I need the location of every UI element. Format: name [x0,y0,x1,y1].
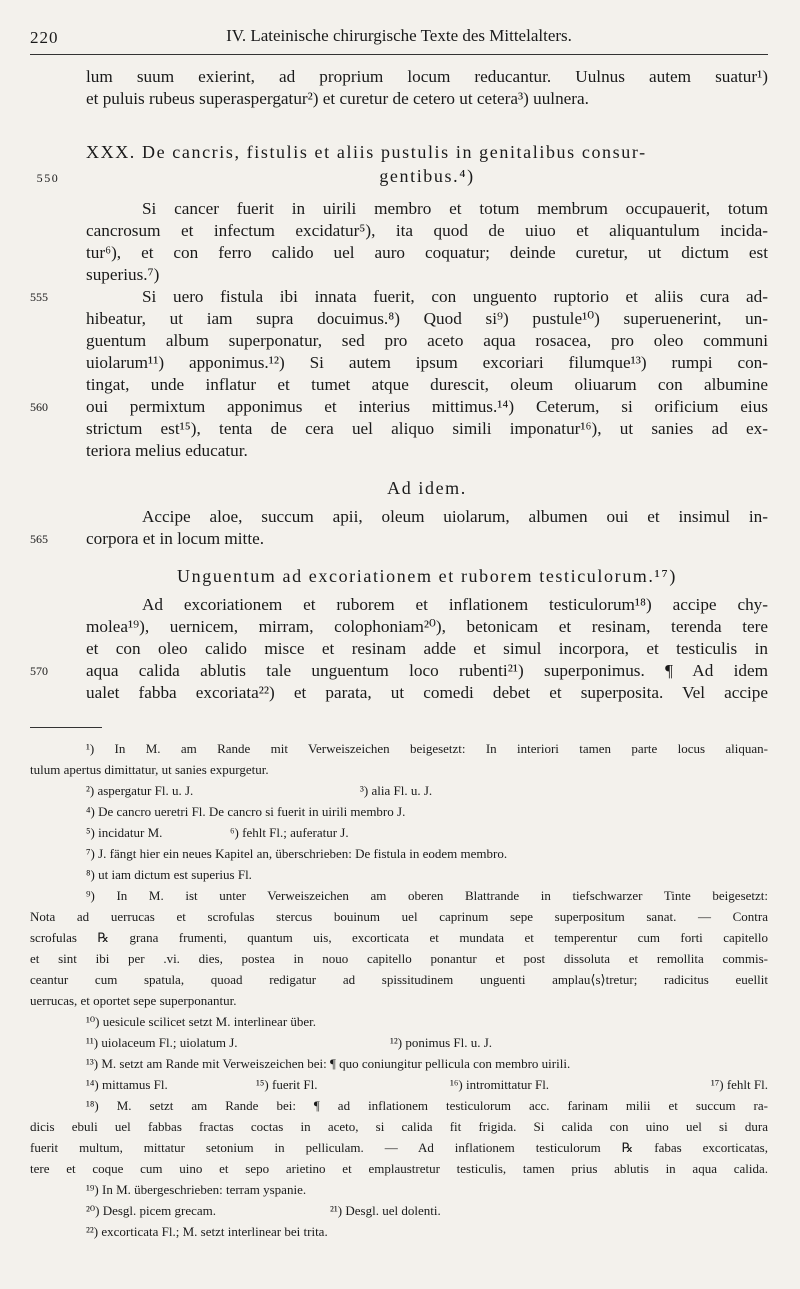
text-line [30,418,768,440]
footnote-9-cont [30,969,768,990]
footnote-1 [30,738,768,759]
section-heading-ad-idem [30,476,768,500]
text-line [30,330,768,352]
line-text: oui permixtum apponimus et interius mittimus.¹⁴) Ceterum, si orificium eius [86,397,768,416]
heading-text: Unguentum ad excoriationem et ruborem testiculorum.¹⁷) [177,566,677,586]
line-text: ualet fabba excoriata²²) et parata, ut comedi debet et superposita. Vel accipe [86,683,768,702]
line-text: teriora melius educatur. [86,441,248,460]
text-line [30,594,768,616]
footnote-text: ⁴) De cancro ueretri Fl. De cancro si fuerit in uirili membro J. [86,804,406,819]
line-text: molea¹⁹), uernicem, mirram, colophoniam²⁰), betonicam et resinam, terenda tere [86,617,768,636]
footnote-text: ¹) In M. am Rande mit Verweiszeichen beigesetzt: In interiori tamen parte locus aliquan- [86,741,768,756]
footnote-14: ¹⁴) mittamus Fl. [86,1077,168,1092]
footnote-rule [30,727,102,728]
text-line [30,242,768,264]
footnote-11-12 [30,1032,768,1053]
footnote-text: et sint ibi per .vi. dies, postea in nouo capitello ponantur et post dissoluta et remollita commis- [30,951,768,966]
heading-text: gentibus.⁴) [379,166,475,186]
text-line [30,220,768,242]
footnote-18-cont [30,1116,768,1137]
footnote-text: ²²) excorticata Fl.; M. setzt interlinear bei trita. [86,1224,328,1239]
footnote-text: Nota ad uerrucas et scrofulas stercus bouinum uel caprinum sepe superpositum sanat. — Contra [30,909,768,924]
footnote-5-6 [30,822,768,843]
line-text: aqua calida ablutis tale unguentum loco rubenti²¹) superponimus. ¶ Ad idem [86,661,768,680]
line-text: lum suum exierint, ad proprium locum reducantur. Uulnus autem suatur¹) [86,67,768,86]
footnote-text: ¹⁸) M. setzt am Rande bei: ¶ ad inflationem testiculorum acc. farinam milii et succum ra- [86,1098,768,1113]
text-line [30,374,768,396]
line-text: uiolarum¹¹) apponimus.¹²) Si autem ipsum excoriari filumque¹³) rumpi con- [86,353,768,372]
footnote-9-cont [30,927,768,948]
line-text: tingat, unde inflatur et tumet atque durescit, oleum oliuarum con albumine [86,375,768,394]
main-text [30,66,768,704]
footnote-text: scrofulas ℞ grana frumenti, quantum uis, excorticata et mundata et temperentur cum forti capitello [30,930,768,945]
footnotes [30,738,768,1242]
footnote-9-cont [30,906,768,927]
footnote-text: tulum apertus dimittatur, ut sanies expurgetur. [30,762,269,777]
footnote-7 [30,843,768,864]
line-text: Si uero fistula ibi innata fuerit, con unguento ruptorio et aliis cura ad- [142,287,768,306]
footnote-20-21 [30,1200,768,1221]
running-header [30,24,768,55]
footnote-text: fuerit multum, mittatur setonium in pelliculam. — Ad inflationem testiculorum ℞ fabas excorticatas, [30,1140,768,1155]
footnote-text: ⁹) In M. ist unter Verweiszeichen am oberen Blattrande in tiefschwarzer Tinte beigesetzt: [86,888,768,903]
text-line [30,528,768,550]
line-number: 570 [30,664,48,678]
heading-text: Ad idem. [387,478,467,498]
line-text: hibeatur, ut iam supra docuimus.⁸) Quod si⁹) pustule¹⁰) superuenerint, un- [86,309,768,328]
footnote-6: ⁶) fehlt Fl.; auferatur J. [230,825,349,840]
text-line [30,638,768,660]
line-text: Si cancer fuerit in uirili membro et totum membrum occupauerit, totum [142,199,768,218]
footnote-22 [30,1221,768,1242]
line-number: 560 [30,400,48,414]
section-heading-unguentum [30,564,768,588]
heading-text: XXX. De cancris, fistulis et aliis pustulis in genitalibus consur- [86,142,647,162]
footnote-19 [30,1179,768,1200]
footnote-text: tere et coque cum uino et sepo arietino et emplaustretur testiculis, tamen prius ablutis in aqua calida. [30,1161,768,1176]
line-text: cancrosum et infectum excidatur⁵), ita quod de uiuo et aliquantulum incida- [86,221,768,240]
footnote-text: ¹³) M. setzt am Rande mit Verweiszeichen bei: ¶ quo coniungitur pellicula con membro uirili. [86,1056,571,1071]
footnote-12: ¹²) ponimus Fl. u. J. [390,1035,493,1050]
footnote-5: ⁵) incidatur M. [86,825,163,840]
footnote-3: ³) alia Fl. u. J. [360,783,433,798]
footnote-9-cont [30,990,768,1011]
footnote-10 [30,1011,768,1032]
text-line [30,264,768,286]
footnote-11: ¹¹) uiolaceum Fl.; uiolatum J. [86,1035,238,1050]
line-number: 550 [36,171,60,185]
footnote-18-cont [30,1158,768,1179]
footnote-18-cont [30,1137,768,1158]
footnote-15: ¹⁵) fuerit Fl. [256,1077,318,1092]
line-number: 565 [30,532,48,546]
line-text: strictum est¹⁵), tenta de cera uel aliquo simili imponatur¹⁶), ut sanies ad ex- [86,419,768,438]
footnote-text: ceantur cum spatula, quoad redigatur ad spissitudinem unguenti amplau⟨s⟩tretur; radicitus euellit [30,972,768,987]
footnote-text: ⁸) ut iam dictum est superius Fl. [86,867,252,882]
footnote-16: ¹⁶) intromittatur Fl. [450,1077,550,1092]
footnote-2: ²) aspergatur Fl. u. J. [86,783,194,798]
footnote-text: ⁷) J. fängt hier ein neues Kapitel an, überschrieben: De fistula in eodem membro. [86,846,508,861]
line-text: superius.⁷) [86,265,160,284]
footnote-17: ¹⁷) fehlt Fl. [710,1077,768,1092]
footnote-1-cont [30,759,768,780]
text-line [30,88,768,110]
line-text: et con oleo calido misce et resinam adde et simul incorpora, et testiculis in [86,639,768,658]
text-line [30,440,768,462]
footnote-13 [30,1053,768,1074]
line-text: et puluis rubeus superaspergatur²) et curetur de cetero ut cetera³) uulnera. [86,89,589,108]
text-line [30,198,768,220]
footnote-9 [30,885,768,906]
footnote-21: ²¹) Desgl. uel dolenti. [330,1203,441,1218]
line-text: Ad excoriationem et ruborem et inflationem testiculorum¹⁸) accipe chy- [142,595,768,614]
footnote-text: dicis ebuli uel fabbas fractas coctas in aceto, si calida fit frigida. Si calida con uino uel si dura [30,1119,768,1134]
line-text: Accipe aloe, succum apii, oleum uiolarum, albumen oui et insimul in- [142,507,768,526]
text-line [30,660,768,682]
section-heading-xxx-cont [30,164,768,188]
footnote-14-16 [30,1074,768,1095]
footnote-20: ²⁰) Desgl. picem grecam. [86,1203,217,1218]
section-heading-xxx [30,140,768,164]
text-line [30,506,768,528]
footnote-18 [30,1095,768,1116]
text-line [30,616,768,638]
text-line [30,396,768,418]
text-line [30,682,768,704]
footnote-8 [30,864,768,885]
footnote-text: ¹⁰) uesicule scilicet setzt M. interlinear über. [86,1014,317,1029]
text-line [30,286,768,308]
text-line [30,352,768,374]
line-text: tur⁶), et con ferro calido uel auro coquatur; deinde curetur, ut dictum est [86,243,768,262]
line-text: corpora et in locum mitte. [86,529,265,548]
footnote-text: ¹⁹) In M. übergeschrieben: terram yspanie. [86,1182,307,1197]
running-title: IV. Lateinische chirurgische Texte des Mittelalters. [226,26,572,45]
line-text: guentum album superponatur, sed pro aceto aqua rosacea, pro oleo communi [86,331,768,350]
page-number: 220 [30,28,59,47]
text-line [30,308,768,330]
footnote-4 [30,801,768,822]
line-number: 555 [30,290,48,304]
footnote-2-3 [30,780,768,801]
footnote-text: uerrucas, et oportet sepe superponantur. [30,993,237,1008]
text-line [30,66,768,88]
footnote-9-cont [30,948,768,969]
